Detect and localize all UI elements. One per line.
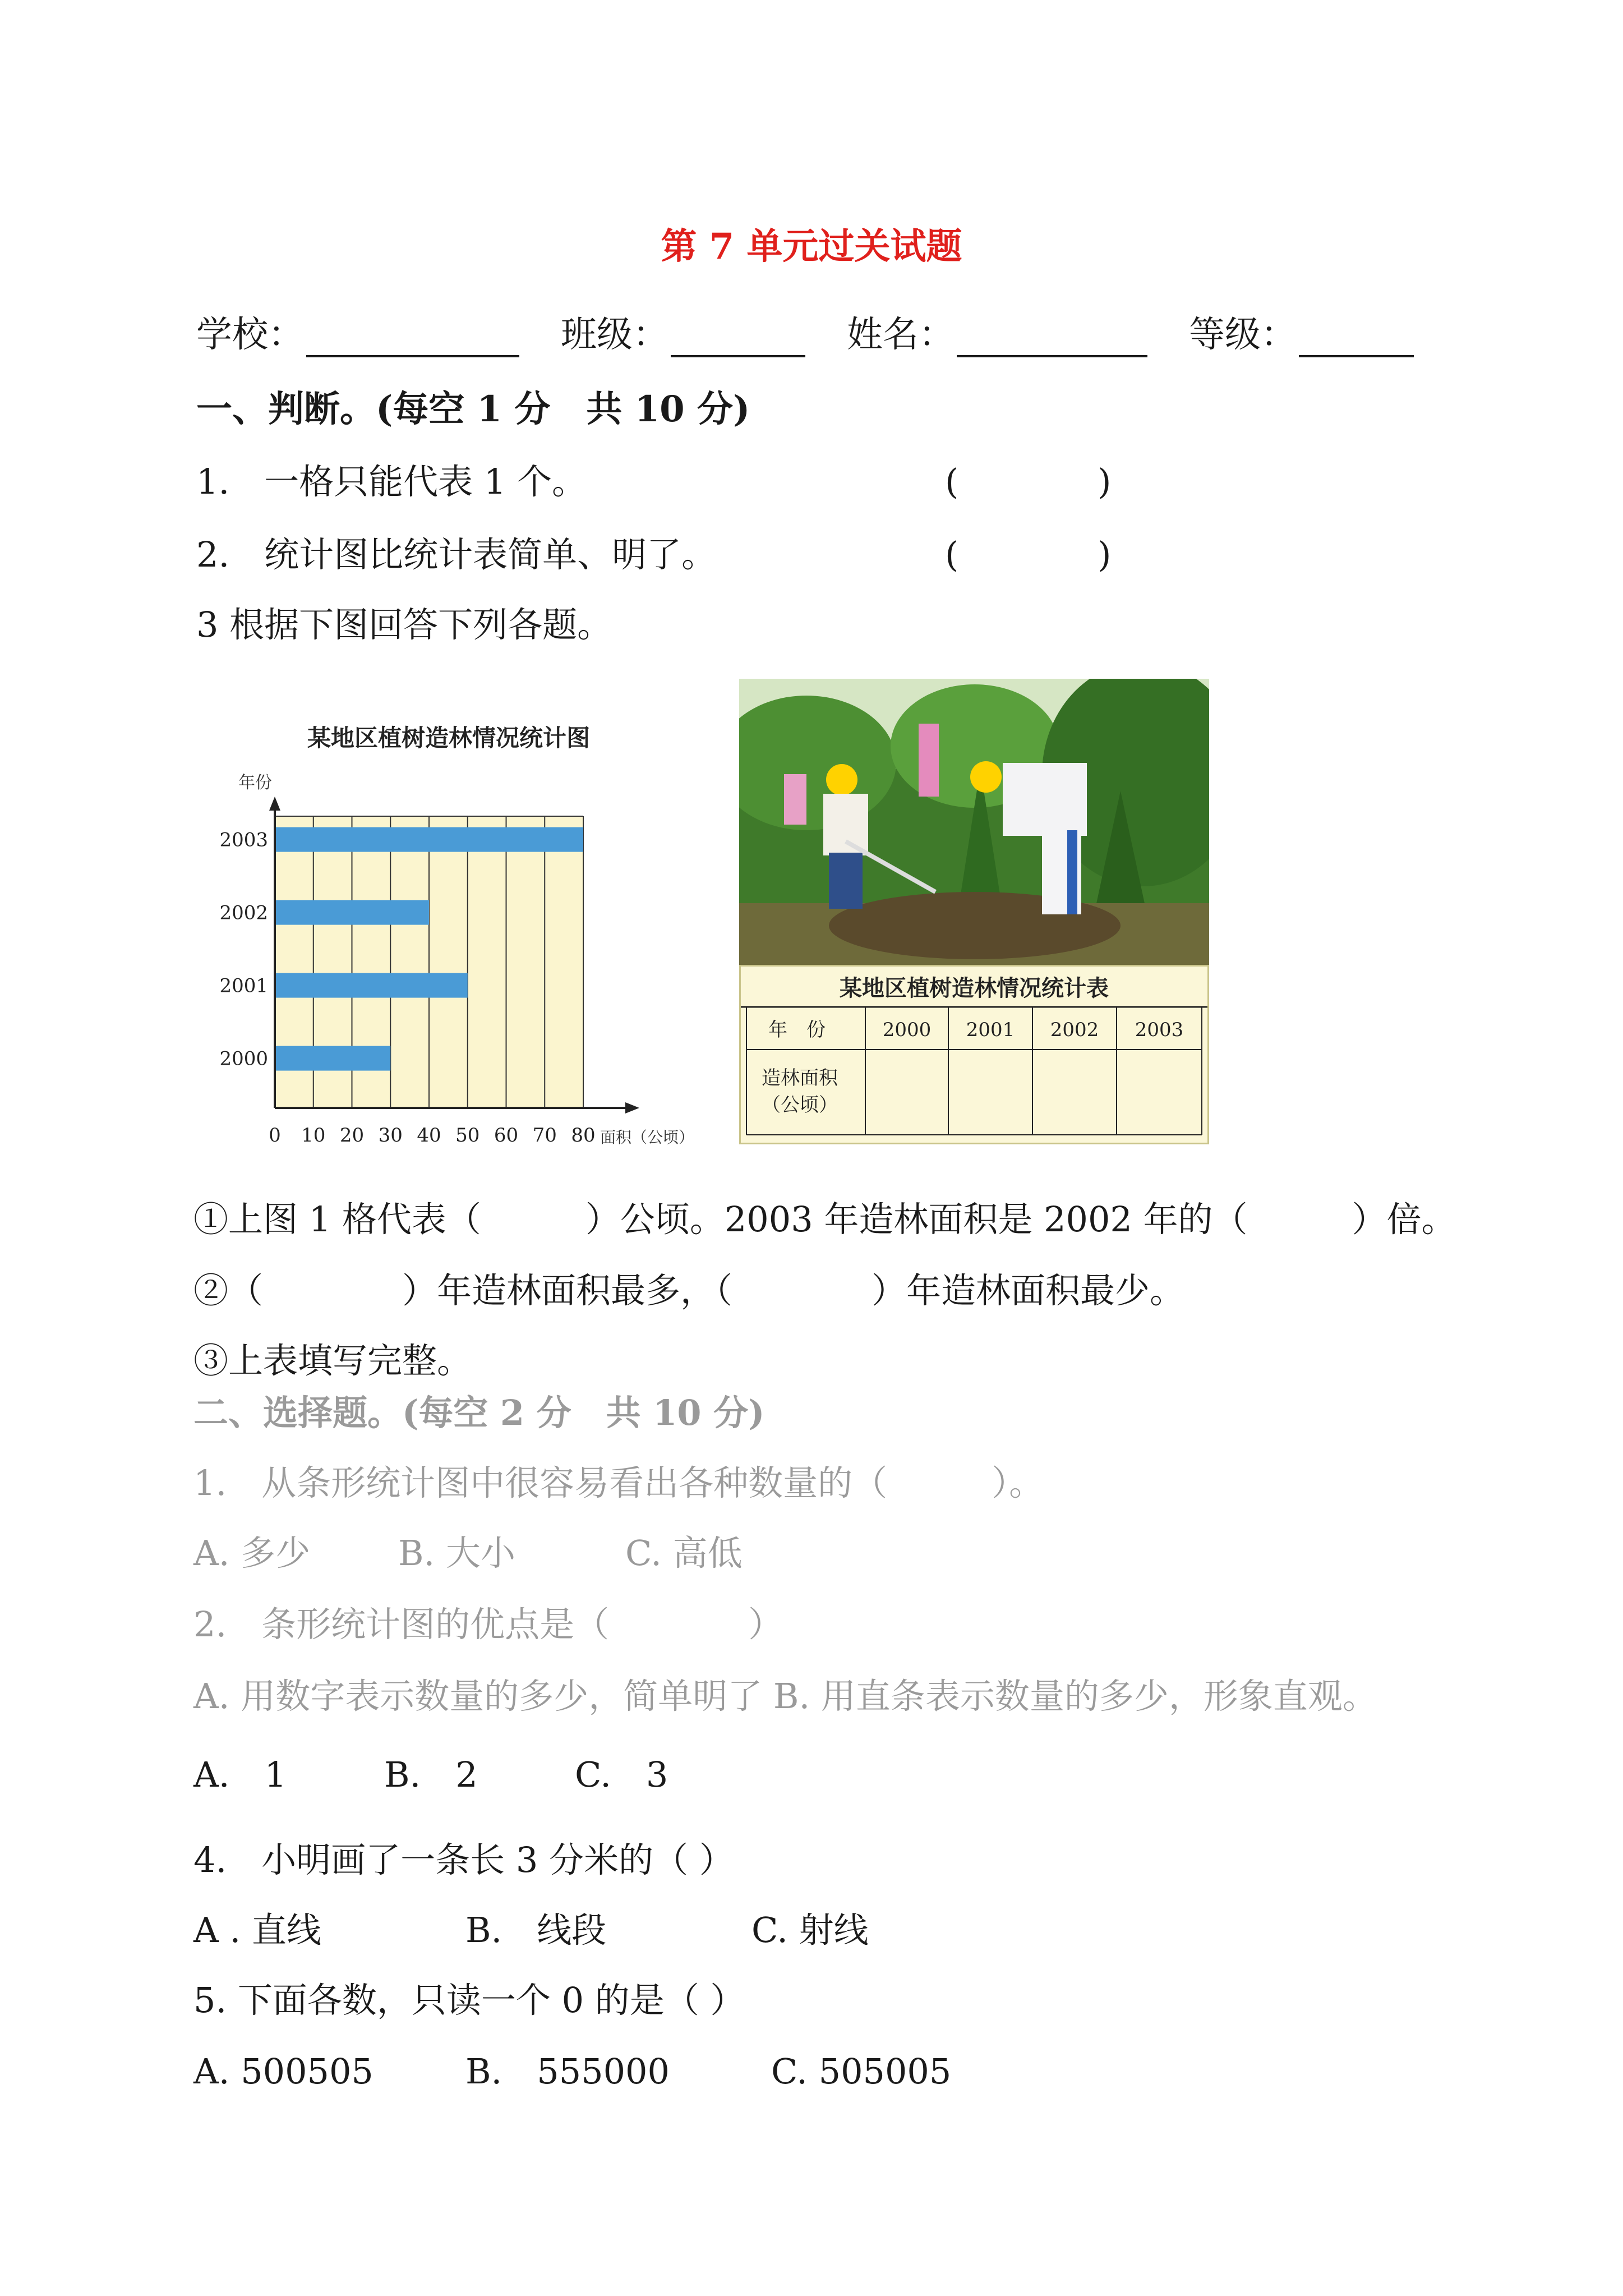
bar-2001 xyxy=(275,973,468,998)
bar-chart xyxy=(196,712,735,1161)
choice-q5-c[interactable]: C. 505005 xyxy=(771,2051,952,2092)
x-tick-20: 20 xyxy=(339,1124,365,1147)
choice-q3-b[interactable]: B. 2 xyxy=(384,1754,478,1795)
grade-blank[interactable] xyxy=(1299,321,1414,357)
class-blank[interactable] xyxy=(671,321,805,357)
school-blank[interactable] xyxy=(306,321,519,357)
y-axis-arrow xyxy=(269,797,280,811)
choice-q4-a[interactable]: A . 直线 xyxy=(193,1910,321,1950)
x-tick-labels xyxy=(269,1124,595,1147)
chart-question-1: ①上图 1 格代表（ ）公顷。2003 年造林面积是 2002 年的（ ）倍。 xyxy=(193,1199,1456,1240)
table-row-label-2: （公顷） xyxy=(762,1094,838,1116)
school-field[interactable] xyxy=(196,306,519,357)
choice-q4-c[interactable]: C. 射线 xyxy=(751,1910,869,1950)
x-tick-0: 0 xyxy=(269,1124,281,1147)
table-year-2002: 2002 xyxy=(1050,1019,1099,1041)
choice-q5-a[interactable]: A. 500505 xyxy=(193,2051,374,2092)
school-label: 学校： xyxy=(196,314,304,356)
page-title: 第 7 单元过关试题 xyxy=(661,226,962,268)
choice-q2: 2. 条形统计图的优点是（ ） xyxy=(193,1604,783,1645)
table-cell-2003[interactable] xyxy=(1118,1051,1201,1134)
judge-q1: 1. 一格只能代表 1 个。 xyxy=(196,461,587,502)
name-blank[interactable] xyxy=(957,321,1147,357)
table-year-2000: 2000 xyxy=(882,1019,932,1041)
choice-q4: 4. 小明画了一条长 3 分米的（ ） xyxy=(193,1839,734,1880)
table-header-label: 年 份 xyxy=(768,1019,826,1041)
y-tick-2003: 2003 xyxy=(219,829,268,852)
class-field[interactable] xyxy=(561,306,805,357)
chart-question-2: ②（ ）年造林面积最多，（ ）年造林面积最少。 xyxy=(193,1270,1185,1311)
y-tick-2000: 2000 xyxy=(219,1047,268,1070)
choice-q1-c[interactable]: C. 高低 xyxy=(625,1533,743,1573)
section1-heading: 一、判断。(每空 1 分 共 10 分) xyxy=(196,388,750,430)
tree-planting-photo xyxy=(739,679,1209,965)
table-year-2003: 2003 xyxy=(1135,1019,1184,1041)
choice-q4-b[interactable]: B. 线段 xyxy=(465,1910,607,1950)
y-tick-2001: 2001 xyxy=(219,974,268,997)
area-table xyxy=(739,965,1209,1144)
info-fields xyxy=(196,306,1455,357)
y-tick-labels xyxy=(219,829,268,1070)
table-year-2001: 2001 xyxy=(966,1019,1015,1041)
bar-2003 xyxy=(275,827,583,852)
table-cell-2001[interactable] xyxy=(949,1051,1031,1134)
x-tick-80: 80 xyxy=(571,1124,596,1147)
x-tick-70: 70 xyxy=(532,1124,557,1147)
x-axis-arrow xyxy=(625,1102,639,1114)
bar-2002 xyxy=(275,900,429,925)
judge-q2: 2. 统计图比统计表简单、明了。 xyxy=(196,534,717,575)
table-cell-2002[interactable] xyxy=(1034,1051,1115,1134)
y-tick-2002: 2002 xyxy=(219,901,268,924)
judge-q3: 3 根据下图回答下列各题。 xyxy=(196,604,612,645)
choice-q1: 1. 从条形统计图中很容易看出各种数量的（ ）。 xyxy=(193,1462,1044,1503)
table-title: 某地区植树造林情况统计表 xyxy=(840,975,1109,1001)
chart-title: 某地区植树造林情况统计图 xyxy=(307,724,591,752)
choice-q3-a[interactable]: A. 1 xyxy=(193,1754,287,1795)
x-tick-50: 50 xyxy=(455,1124,480,1147)
x-tick-60: 60 xyxy=(494,1124,519,1147)
table-row-label-1: 造林面积 xyxy=(762,1067,838,1089)
judge-q1-answer[interactable]: ( ) xyxy=(945,461,1112,502)
chart-ylabel: 年份 xyxy=(238,773,272,793)
x-tick-40: 40 xyxy=(417,1124,441,1147)
grade-field[interactable] xyxy=(1189,306,1414,357)
name-label: 姓名： xyxy=(847,314,955,356)
chart-question-3: ③上表填写完整。 xyxy=(193,1340,472,1381)
choice-q1-a[interactable]: A. 多少 xyxy=(193,1533,311,1573)
choice-q1-b[interactable]: B. 大小 xyxy=(398,1533,515,1573)
section2-heading: 二、选择题。(每空 2 分 共 10 分) xyxy=(193,1392,765,1433)
table-cell-2000[interactable] xyxy=(866,1051,947,1134)
name-field[interactable] xyxy=(847,306,1147,357)
class-label: 班级： xyxy=(561,314,668,356)
choice-q5-b[interactable]: B. 555000 xyxy=(465,2051,670,2092)
x-tick-30: 30 xyxy=(378,1124,403,1147)
bar-2000 xyxy=(275,1046,390,1071)
chart-xlabel: 面积（公顷） xyxy=(600,1128,695,1147)
choice-q2-options[interactable]: A. 用数字表示数量的多少，简单明了 B. 用直条表示数量的多少，形象直观。 xyxy=(193,1676,1377,1717)
grade-label: 等级： xyxy=(1189,314,1297,356)
choice-q3-c[interactable]: C. 3 xyxy=(575,1754,668,1795)
x-tick-10: 10 xyxy=(301,1124,326,1147)
choice-q5: 5. 下面各数，只读一个 0 的是（ ） xyxy=(193,1980,745,2021)
judge-q2-answer[interactable]: ( ) xyxy=(945,534,1112,575)
